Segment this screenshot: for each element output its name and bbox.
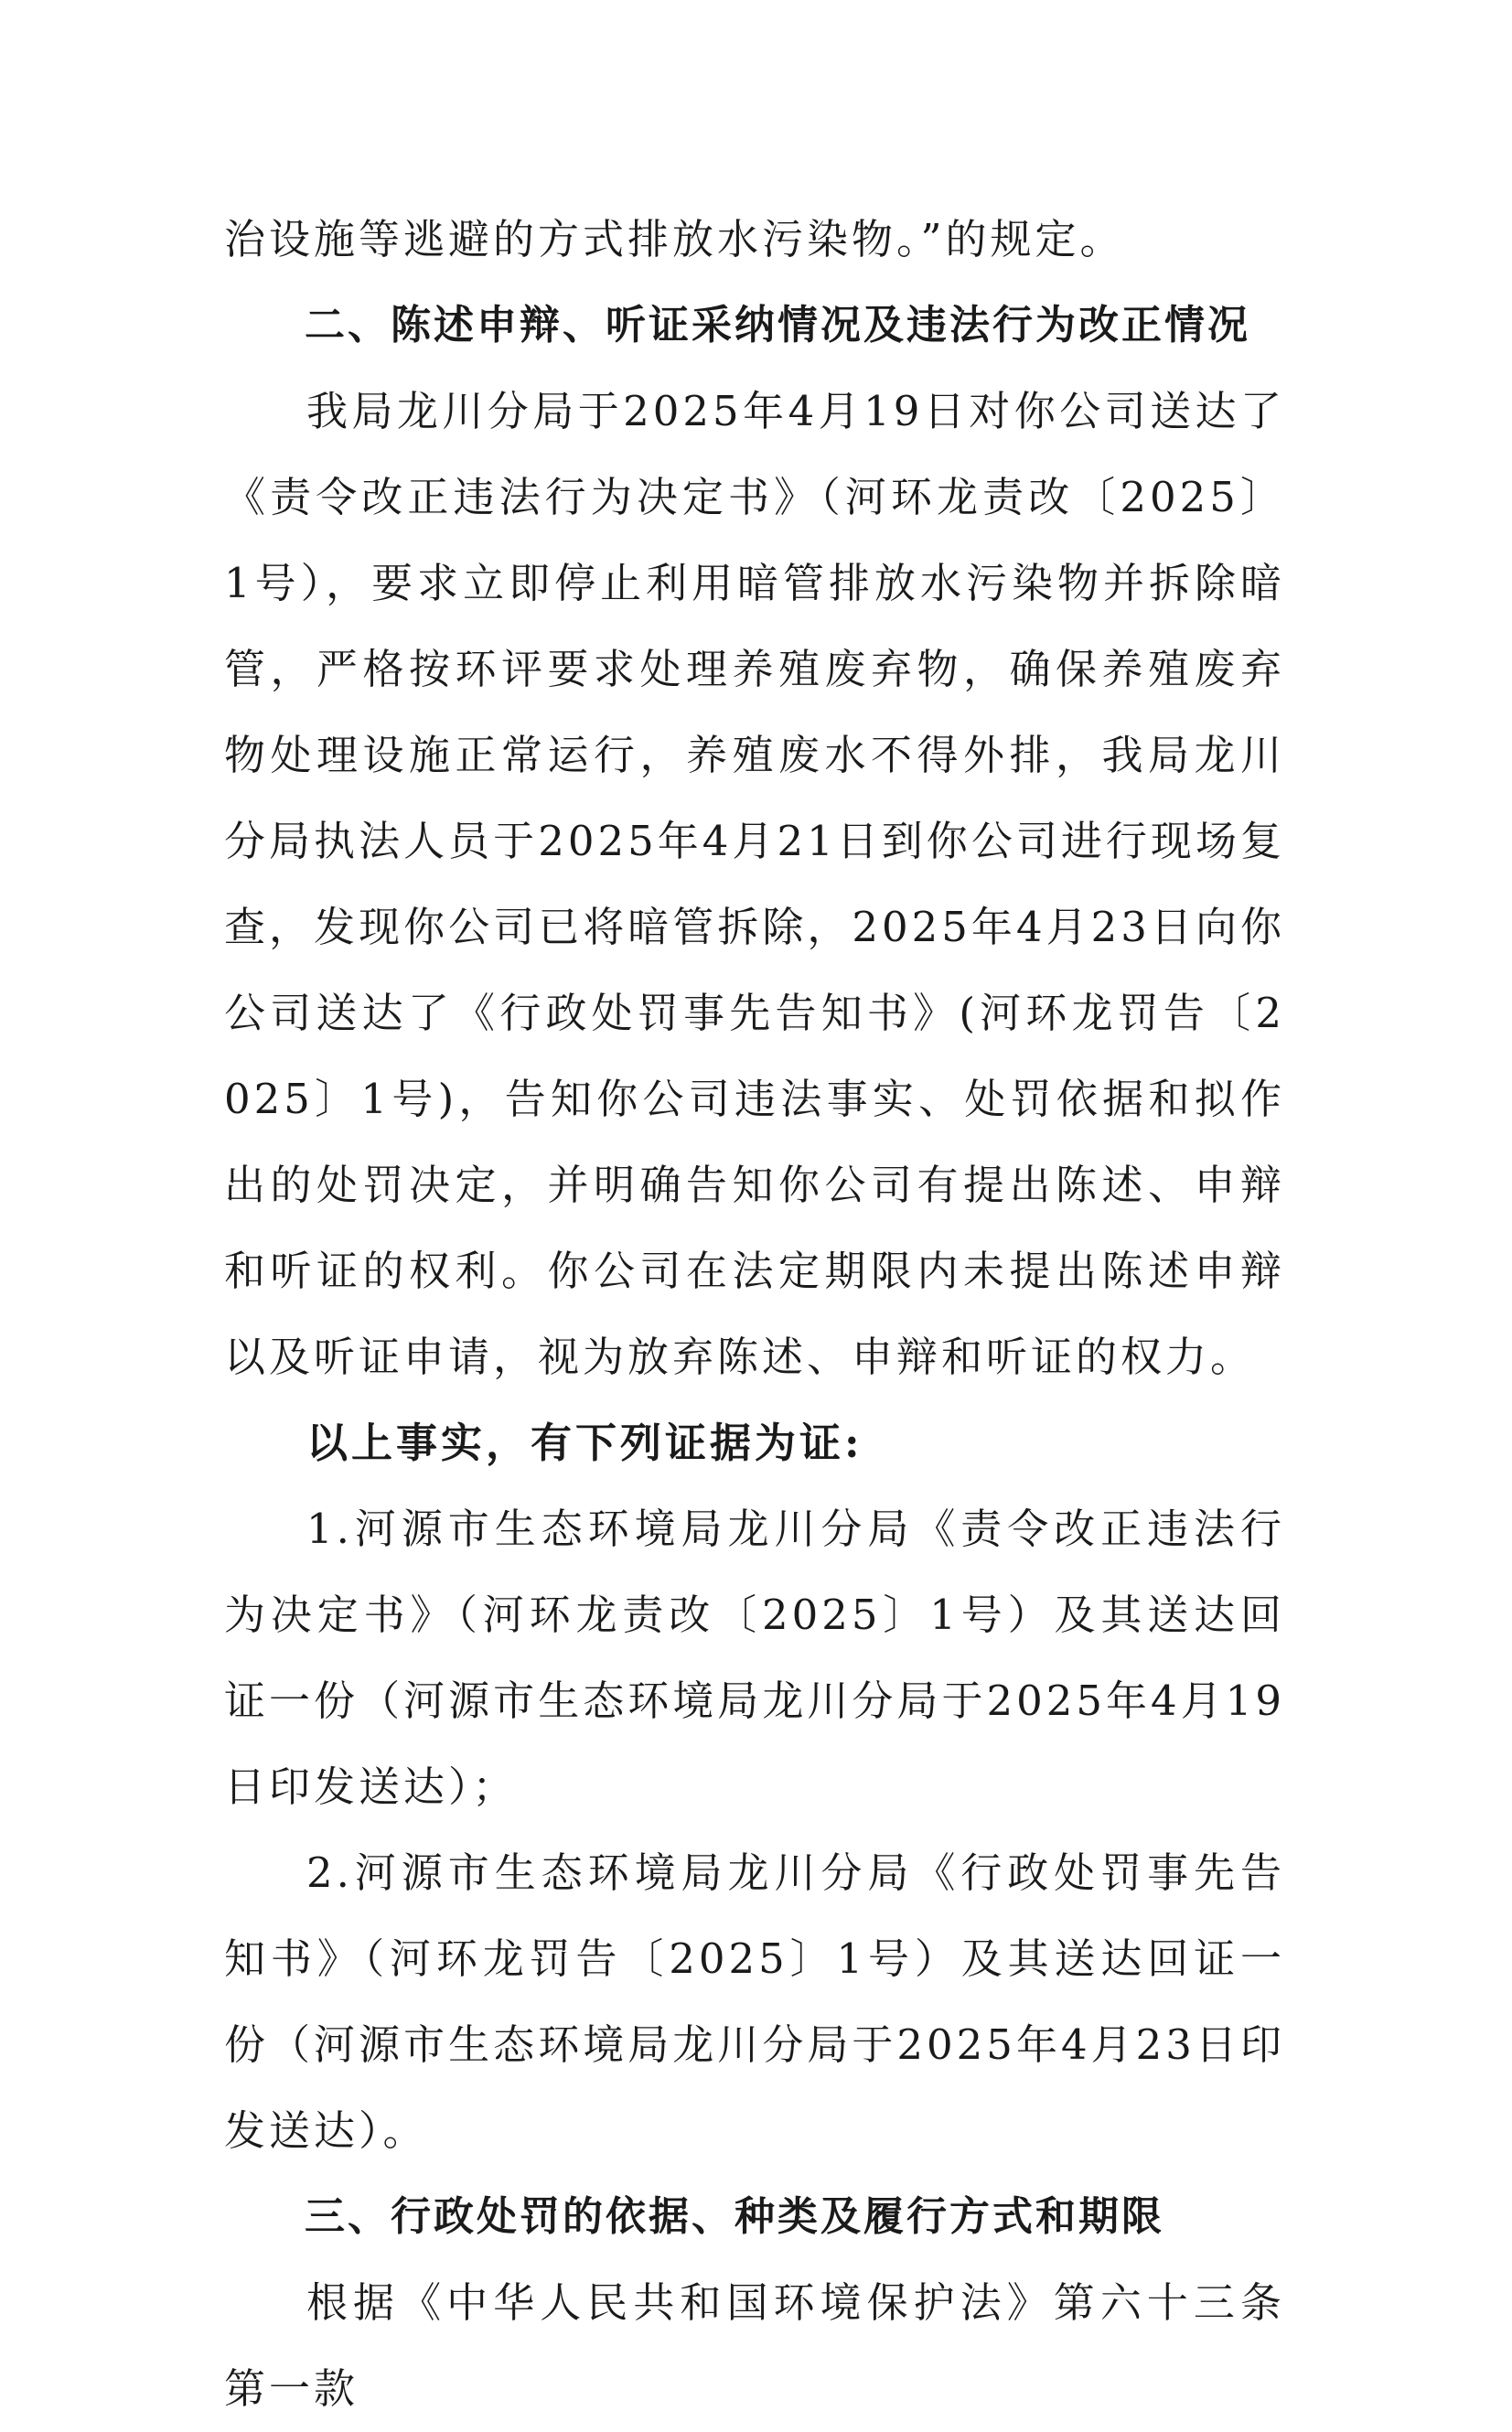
- evidence-item-2: 2.河源市生态环境局龙川分局《行政处罚事先告知书》（河环龙罚告〔2025〕1号）及其送达回证一份（河源市生态环境局龙川分局于2025年4月23日印发送达）。: [224, 1848, 1285, 2155]
- evidence-intro: 以上事实，有下列证据为证:: [306, 1419, 863, 1467]
- evidence-item-1: 1.河源市生态环境局龙川分局《责令改正违法行为决定书》（河环龙责改〔2025〕1号）及其送达回证一份（河源市生态环境局龙川分局于2025年4月19日印发送达）；: [224, 1505, 1285, 1811]
- section-2-body: 我局龙川分局于2025年4月19日对你公司送达了《责令改正违法行为决定书》（河环龙责改〔2025〕1号），要求立即停止利用暗管排放水污染物并拆除暗管，严格按环评要求处理养殖废弃物，确保养殖废弃物处理设施正常运行，养殖废水不得外排，我局龙川分局执法人员于2025年4月21日到你公司进行现场复查，发现你公司已将暗管拆除，2025年4月23日向你公司送达了《行政处罚事先告知书》(河环龙罚告〔2025〕1号)，告知你公司违法事实、处罚依据和拟作出的处罚决定，并明确告知你公司有提出陈述、申辩和听证的权利。你公司在法定期限内未提出陈述申辩以及听证申请，视为放弃陈述、申辩和听证的权力。: [224, 387, 1285, 1381]
- continuation-paragraph: 治设施等逃避的方式排放水污染物。”的规定。: [224, 215, 1125, 263]
- section-3-heading: 三、行政处罚的依据、种类及履行方式和期限: [305, 2193, 1164, 2240]
- section-3-body: 根据《中华人民共和国环境保护法》第六十三条第一款: [224, 2278, 1285, 2413]
- section-2-heading: 二、陈述申辩、听证采纳情况及违法行为改正情况: [305, 302, 1250, 348]
- document-body: [224, 197, 1285, 2432]
